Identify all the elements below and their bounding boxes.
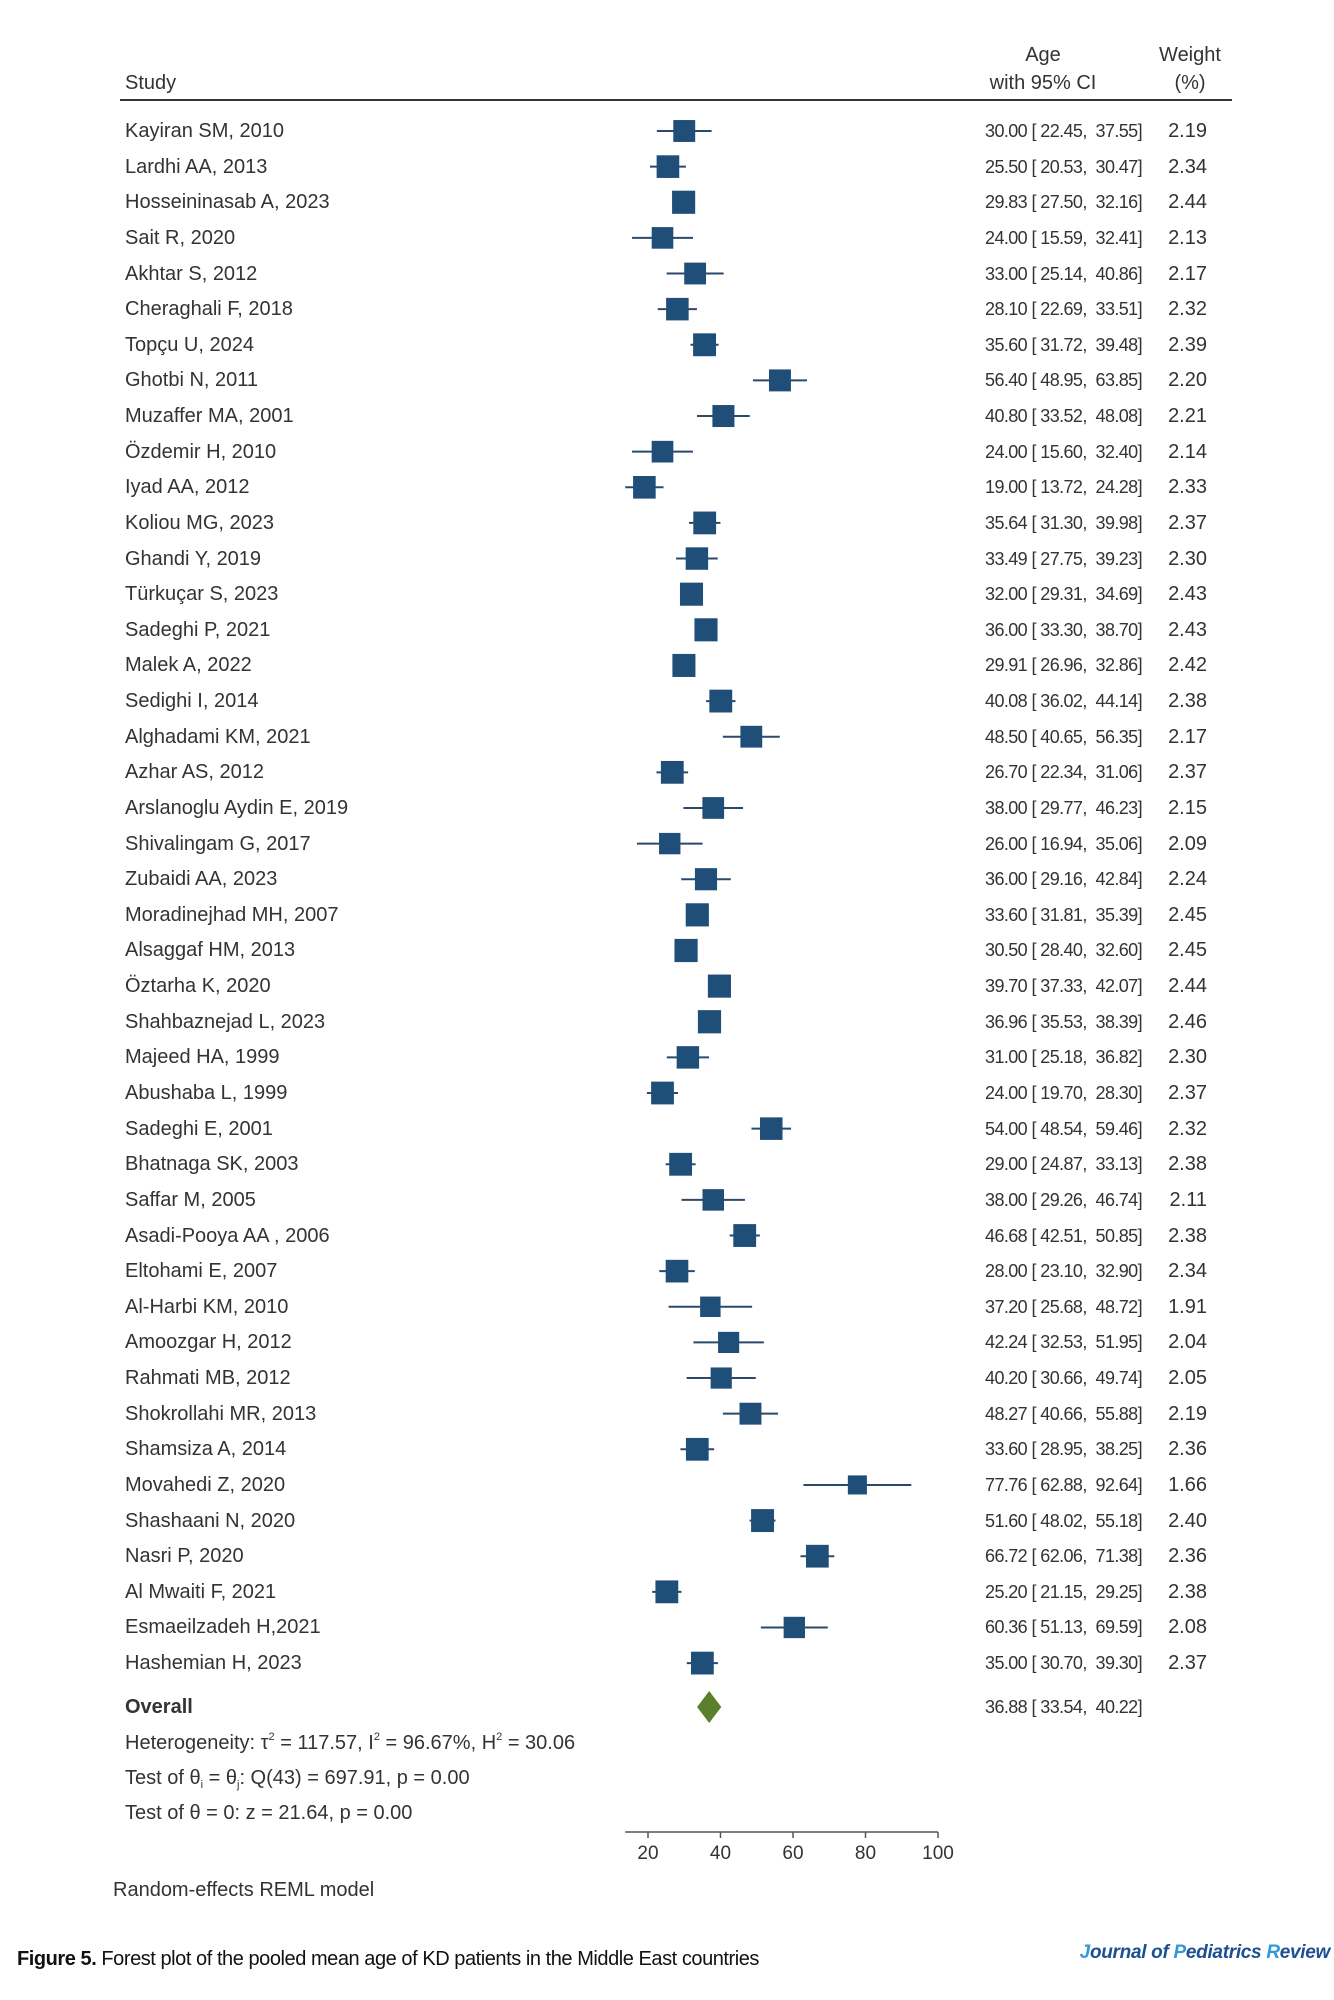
study-row: [0, 1081, 1334, 1105]
study-weight-label: 2.36: [1168, 1545, 1207, 1568]
study-weight-label: 2.13: [1168, 226, 1207, 249]
study-row: [0, 689, 1334, 713]
h-squared-sup: 2: [496, 1731, 503, 1743]
overall-label: Overall: [125, 1696, 193, 1718]
study-name: Sadeghi P, 2021: [125, 618, 271, 641]
study-ci-label: 77.76 [ 62.88, 92.64]: [985, 1474, 1142, 1495]
study-ci-label: 36.00 [ 33.30, 38.70]: [985, 619, 1142, 640]
study-weight-label: 2.17: [1168, 262, 1207, 285]
study-row: [0, 618, 1334, 642]
overall-row: [0, 1695, 1334, 1719]
study-weight-label: 2.38: [1168, 1224, 1207, 1247]
study-name: Shivalingam G, 2017: [125, 832, 311, 855]
study-ci-label: 60.36 [ 51.13, 69.59]: [985, 1617, 1142, 1638]
study-name: Öztarha K, 2020: [125, 975, 271, 998]
study-name: Malek A, 2022: [125, 654, 252, 677]
test-homogeneity: [125, 1766, 470, 1790]
study-ci-label: 48.50 [ 40.65, 56.35]: [985, 726, 1142, 747]
study-name: Shokrollahi MR, 2013: [125, 1402, 317, 1425]
logo-letter-p: P: [1173, 1942, 1186, 1963]
study-ci-label: 26.70 [ 22.34, 31.06]: [985, 762, 1142, 783]
test-zero: Test of θ = 0: z = 21.64, p = 0.00: [125, 1802, 413, 1824]
study-name: Sait R, 2020: [125, 226, 236, 249]
study-row: [0, 190, 1334, 214]
study-weight-label: 1.66: [1168, 1473, 1207, 1496]
study-row: [0, 440, 1334, 464]
tau-squared-value: = 117.57, I: [274, 1732, 374, 1754]
study-weight-label: 2.15: [1168, 796, 1207, 819]
study-name: Shashaani N, 2020: [125, 1509, 296, 1532]
study-weight-label: 2.19: [1168, 120, 1207, 142]
x-axis-tick-label: 100: [922, 1843, 954, 1864]
study-row: [0, 582, 1334, 606]
header-estimate-line2: with 95% CI: [989, 72, 1097, 94]
study-name: Alghadami KM, 2021: [125, 725, 311, 748]
study-name: Asadi-Pooya AA , 2006: [125, 1224, 330, 1247]
x-axis-tick-label: 40: [709, 1843, 732, 1864]
study-ci-label: 54.00 [ 48.54, 59.46]: [985, 1118, 1142, 1139]
study-weight-label: 2.05: [1168, 1367, 1207, 1390]
study-name: Muzaffer MA, 2001: [125, 405, 294, 428]
study-row: [0, 119, 1334, 143]
study-weight-label: 2.17: [1168, 725, 1207, 748]
study-weight-label: 2.37: [1168, 511, 1207, 534]
heterogeneity-label: Heterogeneity: τ: [125, 1732, 269, 1754]
study-row: [0, 547, 1334, 571]
study-ci-label: 19.00 [ 13.72, 24.28]: [985, 477, 1142, 498]
study-ci-label: 46.68 [ 42.51, 50.85]: [985, 1225, 1142, 1246]
study-ci-label: 24.00 [ 19.70, 28.30]: [985, 1083, 1142, 1103]
study-weight-label: 2.19: [1168, 1402, 1207, 1425]
study-row: [0, 974, 1334, 998]
study-ci-label: 25.50 [ 20.53, 30.47]: [985, 156, 1142, 177]
study-name: Bhatnaga SK, 2003: [125, 1153, 299, 1176]
header-weight-line1: Weight: [1159, 44, 1221, 66]
study-weight-label: 2.36: [1168, 1438, 1207, 1461]
study-ci-label: 33.60 [ 31.81, 35.39]: [985, 904, 1142, 925]
test-homogeneity-result: : Q(43) = 697.91, p = 0.00: [239, 1767, 470, 1789]
study-name: Hosseininasab A, 2023: [125, 191, 330, 214]
study-weight-label: 2.33: [1168, 476, 1207, 499]
heterogeneity-stats: [125, 1731, 575, 1755]
study-row: [0, 404, 1334, 428]
study-ci-label: 66.72 [ 62.06, 71.38]: [985, 1546, 1142, 1567]
study-weight-label: 2.37: [1168, 1082, 1207, 1104]
test-homogeneity-mid: = θ: [203, 1767, 237, 1789]
study-name: Azhar AS, 2012: [125, 761, 264, 784]
study-row: [0, 1615, 1334, 1639]
study-weight-label: 2.34: [1168, 155, 1207, 178]
study-weight-label: 2.37: [1168, 1652, 1207, 1675]
study-weight-label: 2.21: [1168, 405, 1207, 428]
study-ci-label: 24.00 [ 15.59, 32.41]: [985, 227, 1142, 248]
study-weight-label: 2.38: [1168, 1580, 1207, 1603]
study-name: Topçu U, 2024: [125, 333, 254, 356]
study-name: Shamsiza A, 2014: [125, 1438, 287, 1461]
study-name: Esmaeilzadeh H,2021: [125, 1616, 321, 1639]
logo-letter-j: J: [1079, 1942, 1090, 1963]
subscript-j: j: [236, 1779, 240, 1791]
study-name: Kayiran SM, 2010: [125, 120, 284, 142]
study-ci-label: 56.40 [ 48.95, 63.85]: [985, 370, 1142, 391]
study-ci-label: 37.20 [ 25.68, 48.72]: [985, 1296, 1142, 1317]
study-weight-label: 2.44: [1168, 191, 1207, 214]
study-weight-label: 2.37: [1168, 761, 1207, 784]
study-ci-label: 25.20 [ 21.15, 29.25]: [985, 1581, 1142, 1602]
study-row: [0, 653, 1334, 677]
header-estimate-line1: Age: [1025, 44, 1061, 66]
study-row: [0, 1295, 1334, 1319]
study-row: [0, 1152, 1334, 1176]
figure-caption-text: Forest plot of the pooled mean age of KD patients in the Middle East countries: [96, 1948, 759, 1970]
study-weight-label: 2.43: [1168, 583, 1207, 606]
study-row: [0, 511, 1334, 535]
study-name: Al Mwaiti F, 2021: [125, 1580, 277, 1603]
study-row: [0, 1117, 1334, 1141]
study-row: [0, 1544, 1334, 1568]
study-row: [0, 1437, 1334, 1461]
study-ci-label: 30.50 [ 28.40, 32.60]: [985, 940, 1142, 961]
study-weight-label: 2.40: [1168, 1509, 1207, 1532]
study-row: [0, 725, 1334, 749]
study-name: Arslanoglu Aydin E, 2019: [125, 796, 349, 819]
study-name: Ghotbi N, 2011: [125, 369, 259, 392]
study-row: [0, 1188, 1334, 1212]
study-row: [0, 297, 1334, 321]
study-name: Majeed HA, 1999: [125, 1046, 280, 1069]
i-squared-value: = 96.67%, H: [379, 1732, 497, 1754]
study-name: Eltohami E, 2007: [125, 1260, 278, 1283]
tau-squared-sup: 2: [268, 1731, 275, 1743]
study-ci-label: 33.60 [ 28.95, 38.25]: [985, 1439, 1142, 1460]
test-homogeneity-prefix: Test of θ: [125, 1767, 201, 1789]
study-row: [0, 155, 1334, 179]
study-name: Moradinejhad MH, 2007: [125, 903, 339, 926]
journal-logo: [1000, 1940, 1330, 1966]
study-ci-label: 35.00 [ 30.70, 39.30]: [985, 1653, 1142, 1674]
study-ci-label: 38.00 [ 29.26, 46.74]: [985, 1189, 1142, 1210]
study-ci-label: 36.96 [ 35.53, 38.39]: [985, 1011, 1142, 1032]
study-name: Ghandi Y, 2019: [125, 547, 262, 570]
study-weight-label: 2.42: [1168, 654, 1207, 677]
study-row: [0, 1402, 1334, 1426]
study-weight-label: 2.45: [1168, 939, 1207, 962]
model-note: Random-effects REML model: [113, 1879, 375, 1901]
study-name: Alsaggaf HM, 2013: [125, 939, 296, 962]
study-name: Movahedi Z, 2020: [125, 1473, 286, 1496]
figure-number: Figure 5.: [17, 1948, 97, 1970]
study-row: [0, 475, 1334, 499]
header-study: Study: [125, 72, 177, 94]
study-row: [0, 1509, 1334, 1533]
study-name: Shahbaznejad L, 2023: [125, 1010, 326, 1033]
study-row: [0, 1366, 1334, 1390]
study-ci-label: 28.00 [ 23.10, 32.90]: [985, 1261, 1142, 1282]
study-weight-label: 2.04: [1168, 1331, 1207, 1354]
study-row: [0, 903, 1334, 927]
study-name: Cheraghali F, 2018: [125, 298, 293, 321]
study-ci-label: 39.70 [ 37.33, 42.07]: [985, 976, 1142, 997]
study-name: Iyad AA, 2012: [125, 476, 250, 499]
study-row: [0, 1473, 1334, 1497]
x-axis-tick-label: 80: [854, 1843, 877, 1864]
study-ci-label: 35.64 [ 31.30, 39.98]: [985, 512, 1142, 533]
study-ci-label: 31.00 [ 25.18, 36.82]: [985, 1047, 1142, 1068]
study-name: Rahmati MB, 2012: [125, 1367, 291, 1390]
study-name: Hashemian H, 2023: [125, 1652, 302, 1675]
study-ci-label: 40.20 [ 30.66, 49.74]: [985, 1368, 1142, 1389]
study-ci-label: 24.00 [ 15.60, 32.40]: [985, 441, 1142, 462]
study-row: [0, 1259, 1334, 1283]
study-ci-label: 42.24 [ 32.53, 51.95]: [985, 1332, 1142, 1353]
study-weight-label: 2.08: [1168, 1616, 1207, 1639]
study-name: Sadeghi E, 2001: [125, 1117, 273, 1140]
study-name: Sedighi I, 2014: [125, 690, 259, 713]
i-squared-sup: 2: [373, 1731, 380, 1743]
study-ci-label: 38.00 [ 29.77, 46.23]: [985, 797, 1142, 818]
study-row: [0, 867, 1334, 891]
study-name: Nasri P, 2020: [125, 1545, 244, 1568]
overall-ci-label: 36.88 [ 33.54, 40.22]: [985, 1697, 1142, 1717]
study-row: [0, 1045, 1334, 1069]
study-ci-label: 35.60 [ 31.72, 39.48]: [985, 334, 1142, 355]
study-row: [0, 796, 1334, 820]
study-weight-label: 1.91: [1168, 1295, 1207, 1318]
study-weight-label: 2.30: [1168, 547, 1207, 570]
study-weight-label: 2.43: [1168, 618, 1207, 641]
study-name: Türkuçar S, 2023: [125, 583, 279, 606]
study-weight-label: 2.32: [1168, 1117, 1207, 1140]
study-row: [0, 1651, 1334, 1675]
study-row: [0, 760, 1334, 784]
study-ci-label: 40.80 [ 33.52, 48.08]: [985, 406, 1142, 427]
study-weight-label: 2.24: [1168, 868, 1207, 891]
study-weight-label: 2.44: [1168, 975, 1207, 998]
study-ci-label: 51.60 [ 48.02, 55.18]: [985, 1510, 1142, 1531]
study-ci-label: 33.00 [ 25.14, 40.86]: [985, 263, 1142, 284]
study-name: Zubaidi AA, 2023: [125, 868, 278, 891]
study-row: [0, 1580, 1334, 1604]
header-weight-line2: (%): [1174, 72, 1206, 94]
study-ci-label: 30.00 [ 22.45, 37.55]: [985, 121, 1142, 141]
study-name: Akhtar S, 2012: [125, 262, 258, 285]
study-weight-label: 2.45: [1168, 903, 1207, 926]
logo-text-ournal: ournal of: [1089, 1942, 1174, 1963]
study-row: [0, 333, 1334, 357]
logo-letter-r: R: [1266, 1942, 1280, 1963]
study-name: Saffar M, 2005: [125, 1188, 256, 1211]
x-axis-tick-label: 60: [782, 1843, 804, 1864]
study-row: [0, 1224, 1334, 1248]
study-weight-label: 2.38: [1168, 690, 1207, 713]
study-weight-label: 2.34: [1168, 1260, 1207, 1283]
x-axis-tick-label: 20: [637, 1843, 659, 1864]
study-name: Koliou MG, 2023: [125, 511, 274, 534]
study-weight-label: 2.11: [1169, 1188, 1207, 1211]
study-ci-label: 36.00 [ 29.16, 42.84]: [985, 869, 1142, 890]
study-row: [0, 226, 1334, 250]
study-ci-label: 28.10 [ 22.69, 33.51]: [985, 299, 1142, 320]
study-weight-label: 2.38: [1168, 1153, 1207, 1176]
study-weight-label: 2.14: [1168, 440, 1207, 463]
study-ci-label: 40.08 [ 36.02, 44.14]: [985, 691, 1142, 712]
study-ci-label: 29.00 [ 24.87, 33.13]: [985, 1154, 1142, 1175]
study-weight-label: 2.46: [1168, 1010, 1207, 1033]
study-ci-label: 26.00 [ 16.94, 35.06]: [985, 833, 1142, 854]
study-ci-label: 29.91 [ 26.96, 32.86]: [985, 655, 1142, 676]
study-ci-label: 29.83 [ 27.50, 32.16]: [985, 192, 1142, 213]
study-weight-label: 2.32: [1168, 298, 1207, 321]
study-ci-label: 48.27 [ 40.66, 55.88]: [985, 1403, 1142, 1424]
study-row: [0, 1010, 1334, 1034]
study-row: [0, 262, 1334, 286]
study-row: [0, 938, 1334, 962]
study-ci-label: 32.00 [ 29.31, 34.69]: [985, 584, 1142, 605]
study-weight-label: 2.20: [1168, 369, 1207, 392]
logo-text-ediatrics: ediatrics: [1185, 1942, 1267, 1963]
figure-caption: [17, 1946, 759, 1972]
study-row: [0, 368, 1334, 392]
study-weight-label: 2.39: [1168, 333, 1207, 356]
subscript-i: i: [200, 1779, 204, 1791]
study-name: Özdemir H, 2010: [125, 440, 277, 463]
study-row: [0, 1330, 1334, 1354]
logo-text-eview: eview: [1279, 1942, 1330, 1963]
study-row: [0, 832, 1334, 856]
study-name: Al-Harbi KM, 2010: [125, 1295, 289, 1318]
study-weight-label: 2.30: [1168, 1046, 1207, 1069]
study-name: Amoozgar H, 2012: [125, 1331, 292, 1354]
study-ci-label: 33.49 [ 27.75, 39.23]: [985, 548, 1142, 569]
study-weight-label: 2.09: [1168, 832, 1207, 855]
study-name: Abushaba L, 1999: [125, 1082, 288, 1104]
h-squared-value: = 30.06: [502, 1732, 576, 1754]
study-name: Lardhi AA, 2013: [125, 155, 268, 178]
